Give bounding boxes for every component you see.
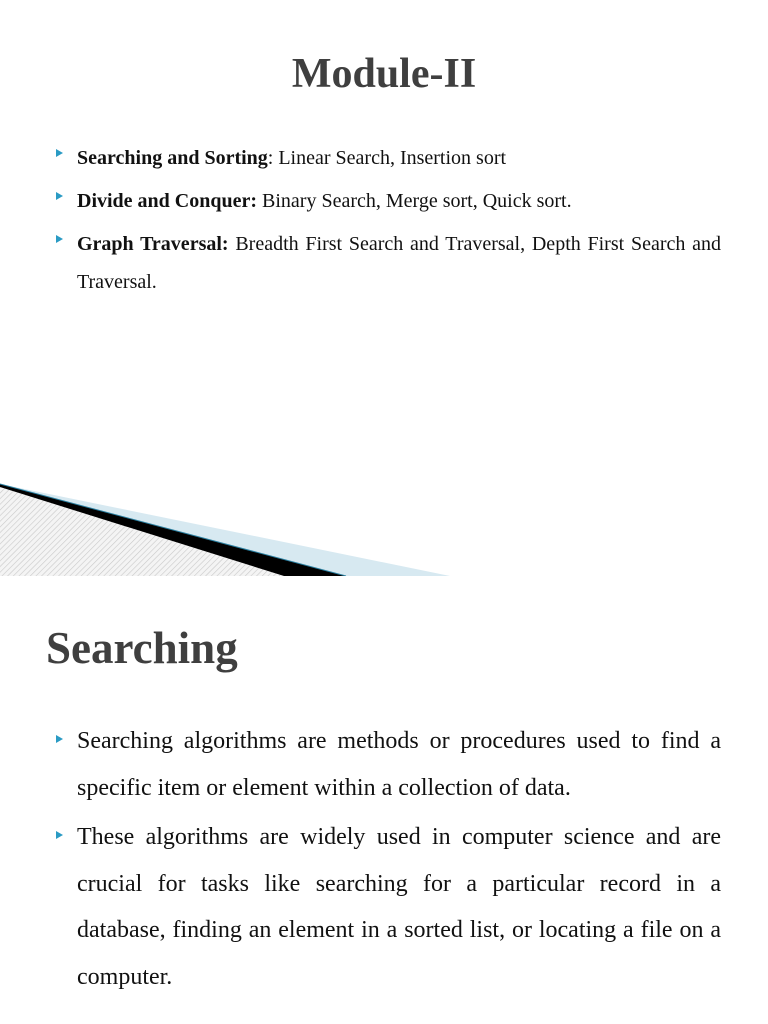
list-item bbox=[0, 182, 721, 220]
bullet-arrow-icon bbox=[56, 235, 63, 243]
item-lead: Graph Traversal: bbox=[77, 233, 229, 255]
topic-list bbox=[0, 139, 721, 306]
item-lead: Divide and Conquer: bbox=[77, 190, 258, 212]
bullet-arrow-icon bbox=[56, 831, 63, 839]
slide-searching bbox=[0, 576, 768, 1024]
bullet-arrow-icon bbox=[56, 149, 63, 157]
bullet-arrow-icon bbox=[56, 192, 63, 200]
decorative-stripe bbox=[0, 470, 768, 576]
item-lead: Searching and Sorting bbox=[77, 147, 268, 169]
content-list bbox=[0, 718, 721, 1003]
bullet-arrow-icon bbox=[56, 735, 63, 743]
item-text: Breadth First Search and Traversal, Depth First Search and Traversal. bbox=[77, 233, 721, 293]
item-text: These algorithms are widely used in computer science and are crucial for tasks like searching for a particular record in a database, finding an element in a sorted list, or locating a file on a computer. bbox=[77, 824, 721, 990]
item-text: Binary Search, Merge sort, Quick sort. bbox=[257, 190, 572, 212]
list-item bbox=[0, 225, 721, 301]
item-text: Searching algorithms are methods or procedures used to find a specific item or element within a collection of data. bbox=[77, 728, 721, 801]
stripe-hatched-area bbox=[0, 487, 284, 576]
slide-title: Searching bbox=[46, 623, 238, 673]
list-item bbox=[0, 814, 721, 1000]
list-item bbox=[0, 718, 721, 811]
list-item bbox=[0, 139, 721, 177]
slide-title: Module-II bbox=[291, 51, 477, 97]
item-text: : Linear Search, Insertion sort bbox=[267, 147, 507, 169]
